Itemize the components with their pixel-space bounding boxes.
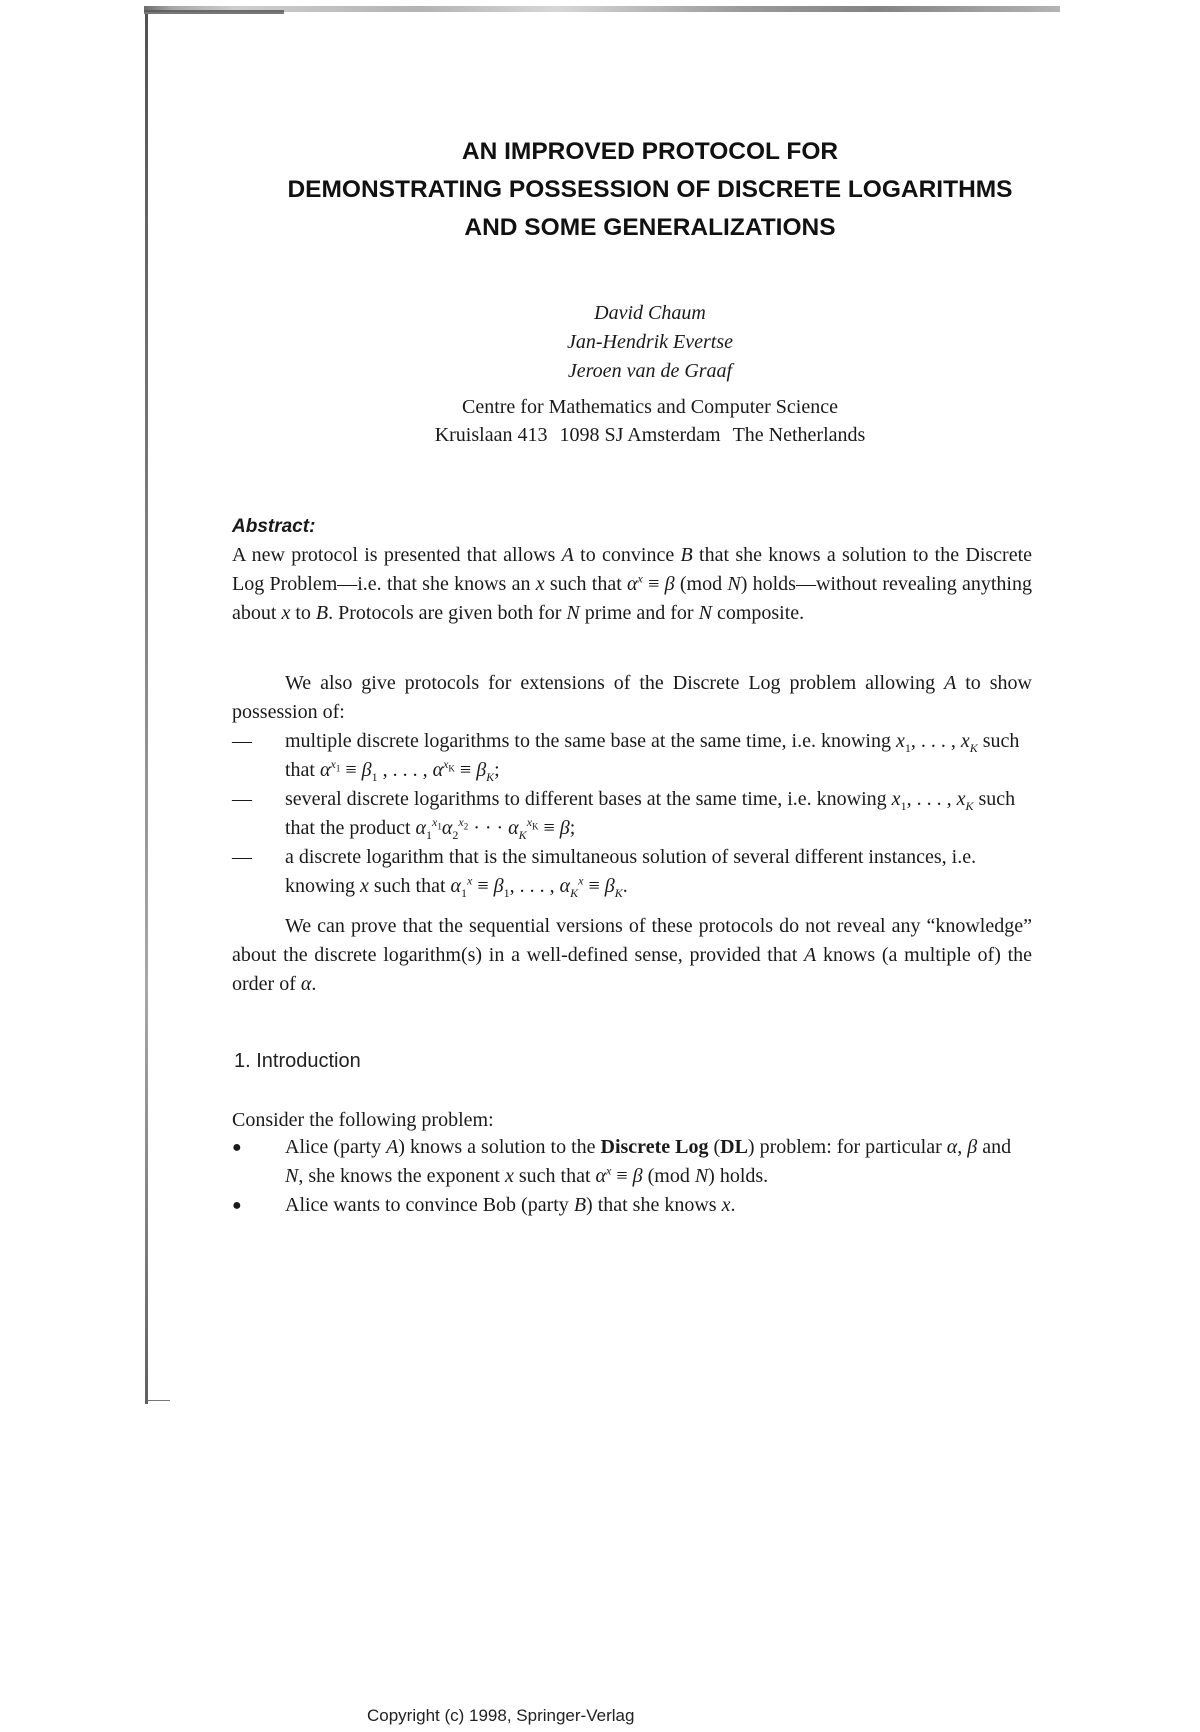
paper-title (150, 133, 1150, 247)
affiliation-country: The Netherlands (732, 424, 866, 446)
title-line-1: AN IMPROVED PROTOCOL FOR (461, 138, 839, 165)
list-item-text: a discrete logarithm that is the simultaneous solution of several different instances, i.e. knowing x such that $\alpha_1^x \equiv \beta_1$, . . . , $\alpha_K^x \equiv \beta_K$. (285, 846, 977, 900)
scan-border-left-mark (148, 1400, 170, 1401)
title-line-2: DEMONSTRATING POSSESSION OF DISCRETE LOGARITHMS (287, 176, 1013, 203)
list-item (232, 1133, 1032, 1191)
scan-border-top-mark (144, 10, 284, 14)
intro-paragraph: Consider the following problem: (232, 1109, 494, 1131)
list-item (232, 1191, 1032, 1220)
list-item-text: multiple discrete logarithms to the same base at the same time, i.e. knowing $x_1$, . . . , $x_K$ such that $\alpha^{x_1} \equiv \beta_1$ , . . . , $\alpha^{x_K} \equiv \beta_K$; (285, 730, 1020, 784)
list-item (232, 843, 1032, 901)
list-item (232, 785, 1032, 843)
list-item-text: Alice wants to convince Bob (party B) that she knows x. (285, 1194, 736, 1216)
bullet-marker: ● (232, 1139, 242, 1156)
extension-list (232, 727, 1032, 901)
title-line-3: AND SOME GENERALIZATIONS (464, 214, 836, 241)
affiliation-city: 1098 SJ Amsterdam (559, 424, 721, 446)
author-list (150, 299, 1150, 386)
bullet-marker: ● (232, 1197, 242, 1214)
abstract-paragraph-1: A new protocol is presented that allows A to convince B that she knows a solution to the Discrete Log Problem—i.e. that she knows an x such that $\alpha^x \equiv \beta$ (mod N) holds—without revealing anything about x to B. Protocols are given both for N prime and for N composite. (232, 544, 1032, 624)
section-heading-introduction: 1. Introduction (234, 1050, 361, 1072)
list-item-text: Alice (party A) knows a solution to the Discrete Log (DL) problem: for particular α, β and N, she knows the exponent x such that $\alpha^x \equiv \beta$ (mod N) holds. (285, 1136, 1012, 1187)
affiliation-address (150, 421, 1150, 449)
author-name: Jeroen van de Graaf (567, 360, 733, 382)
abstract-heading: Abstract: (232, 516, 316, 537)
dash-marker: — (232, 730, 252, 752)
copyright-notice: Copyright (c) 1998, Springer-Verlag (367, 1706, 635, 1725)
dash-marker: — (232, 788, 252, 810)
affiliation-institution: Centre for Mathematics and Computer Science (462, 396, 838, 418)
list-item-text: several discrete logarithms to different bases at the same time, i.e. knowing $x_1$, . . . , $x_K$ such that the product $\alpha_1^{x_1}\alpha_2^{x_2}$ · · · $\alpha_K^{x_K} \equiv \beta$; (285, 788, 1016, 842)
author-name: Jan-Hendrik Evertse (566, 331, 734, 353)
abstract-paragraph-2: We also give protocols for extensions of the Discrete Log problem allowing A to show possession of: (232, 672, 1032, 723)
affiliation (150, 393, 1150, 449)
problem-list (232, 1133, 1032, 1220)
scan-border-left (145, 14, 148, 1404)
affiliation-street: Kruislaan 413 (434, 424, 548, 446)
list-item (232, 727, 1032, 785)
author-name: David Chaum (594, 302, 706, 324)
dash-marker: — (232, 846, 252, 868)
abstract-paragraph-3: We can prove that the sequential versions of these protocols do not reveal any “knowledge” about the discrete logarithm(s) in a well-defined sense, provided that A knows (a multiple of) the order of α. (232, 915, 1033, 995)
